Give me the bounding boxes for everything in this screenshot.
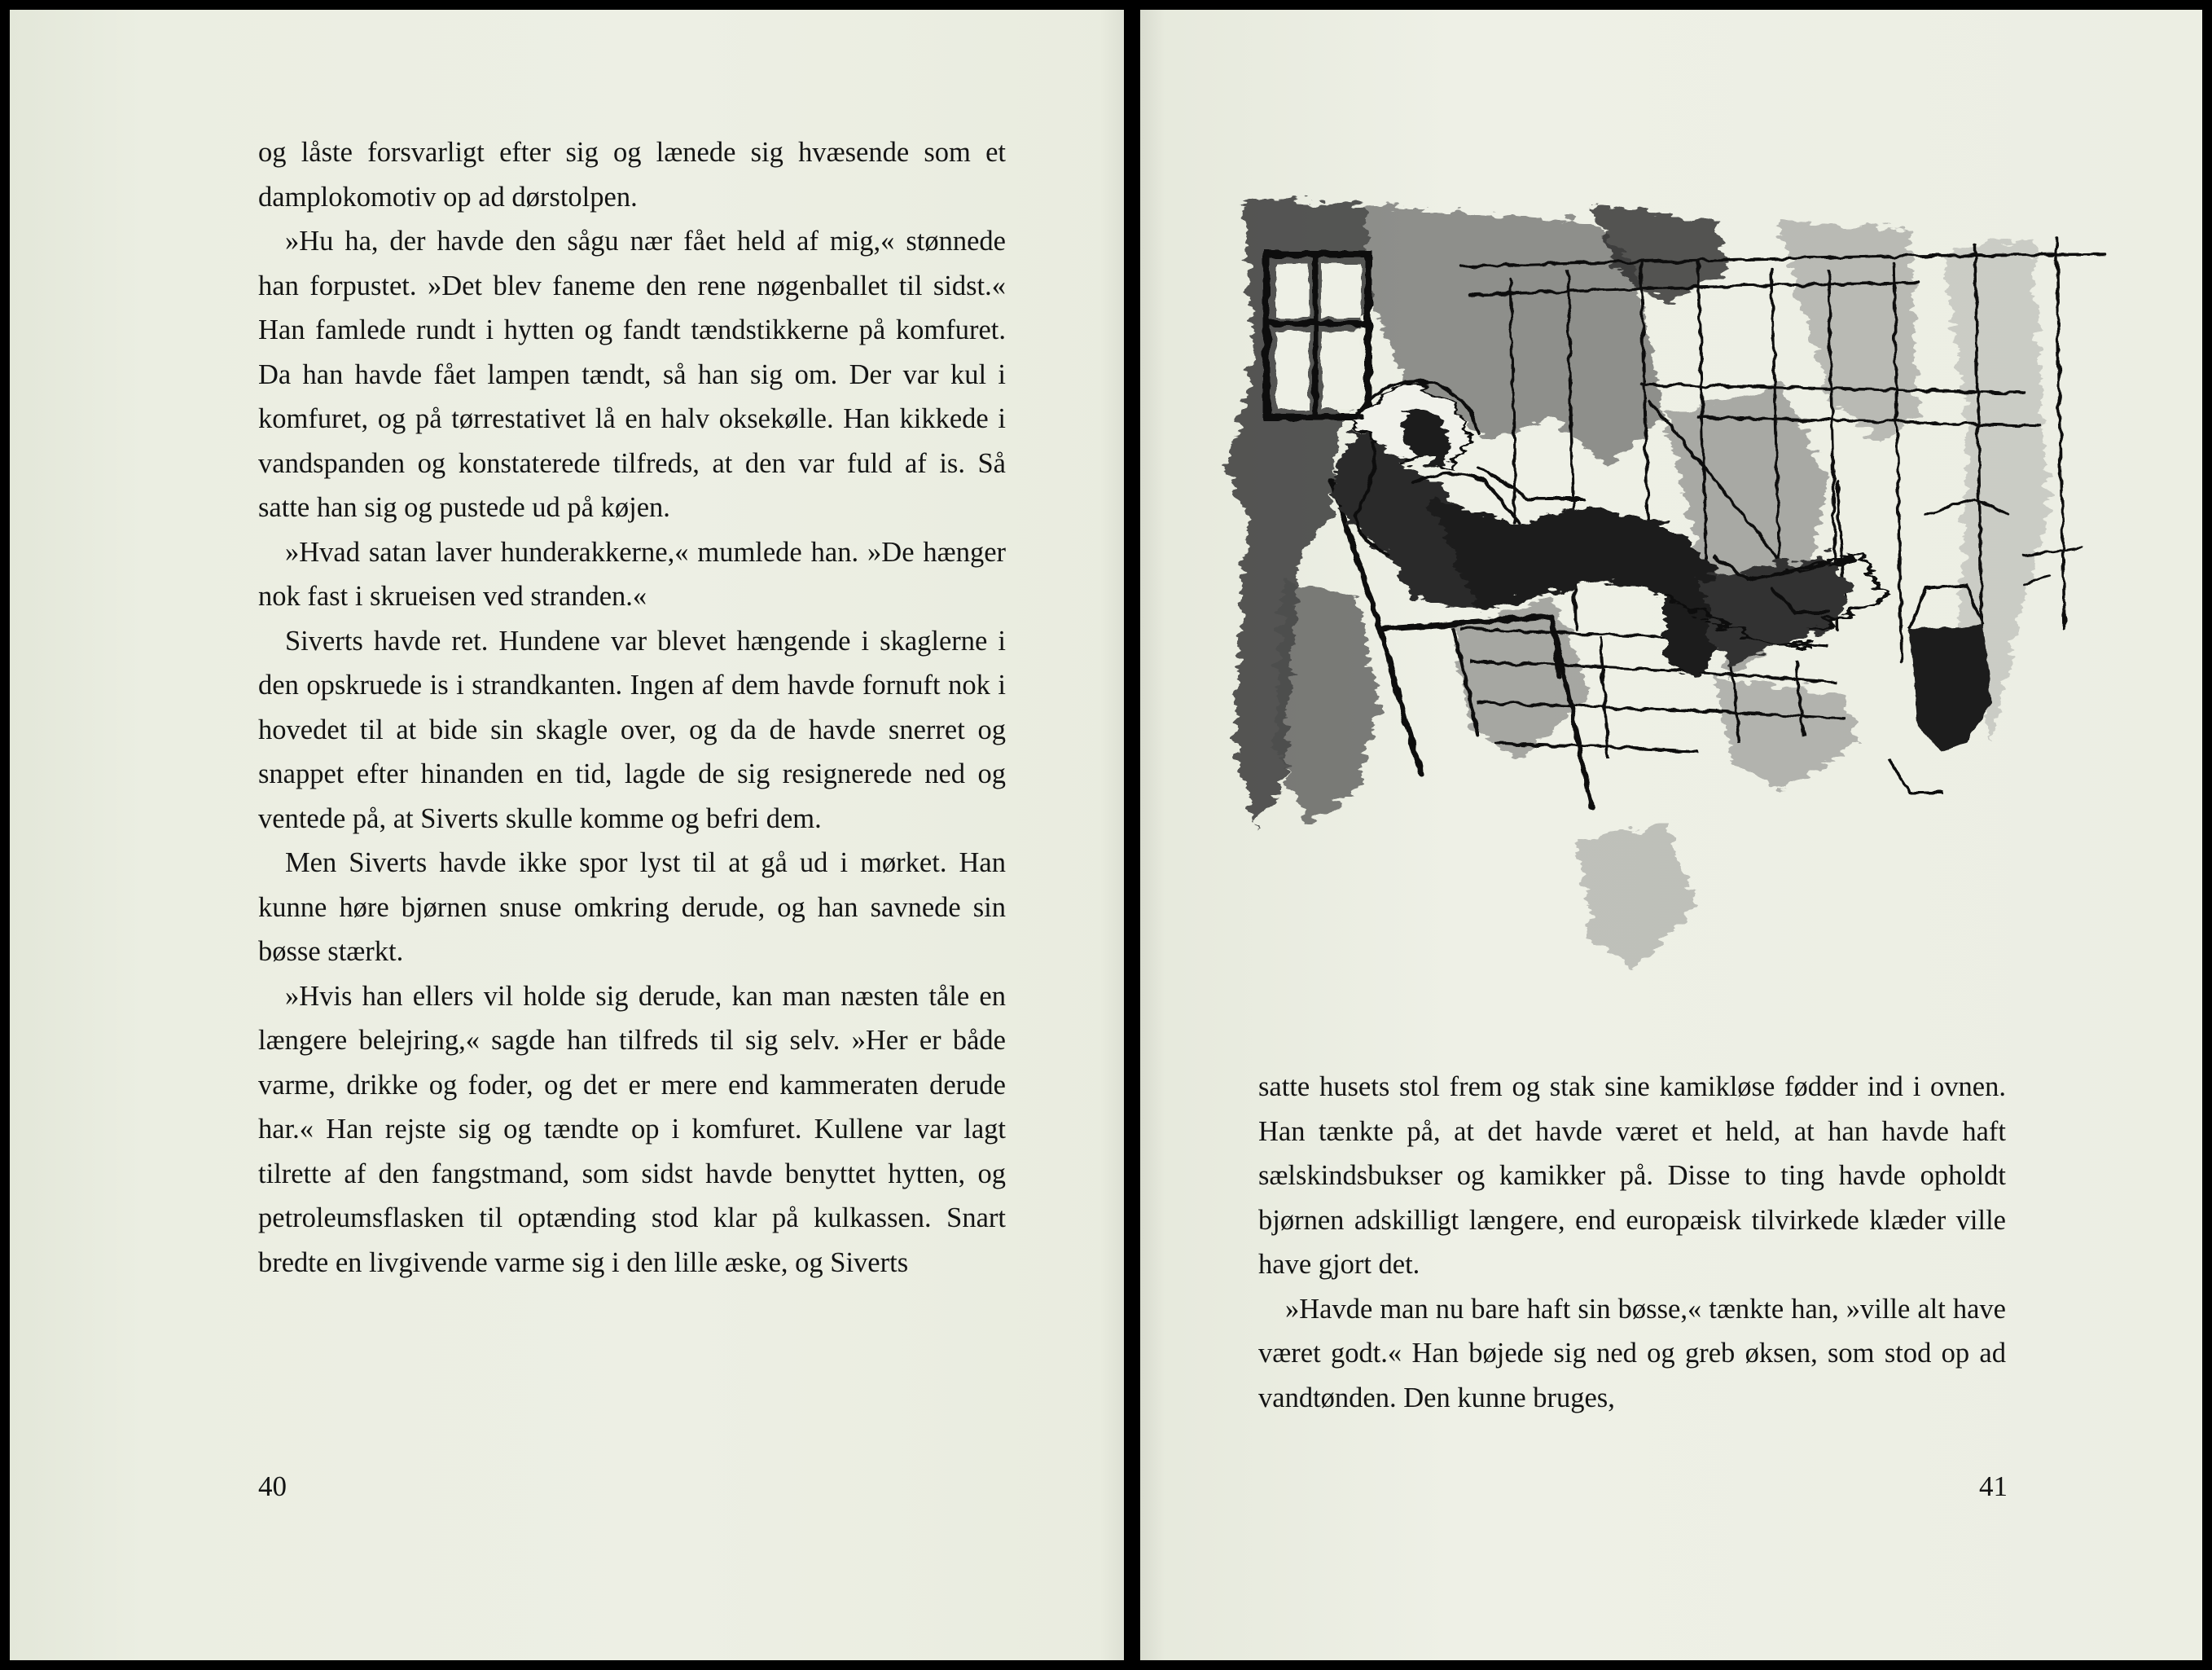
paragraph: satte husets stol frem og stak sine kamikløse fødder ind i ovnen. Han tænkte på, at det havde været et held, at han havde haft sælskindsbukser og kamikker på. Disse to ting havde opholdt bjørnen adskilligt længere, end europæisk tilvirkede klæder ville have gjort det.	[1258, 1071, 2006, 1280]
paragraph: og låste forsvarligt efter sig og lænede sig hvæsende som et damplokomotiv op ad dørstolpen.	[258, 137, 1006, 213]
page-number: 41	[1979, 1470, 2008, 1502]
ink-illustration	[1209, 173, 2146, 1024]
left-page-text	[258, 130, 1006, 1285]
gutter-shadow	[1140, 10, 1165, 1660]
window-frame	[1266, 254, 1368, 417]
right-page	[1140, 10, 2202, 1660]
paragraph: »Hvis han ellers vil holde sig derude, kan man næsten tåle en længere belejring,« sagde han tilfreds til sig selv. »Her er både varme, drikke og foder, og det er mere end kammeraten derude har.« Han rejste sig og tændte op i komfuret. Kullene var lagt tilrette af den fangstmand, som sidst havde benyttet hytten, og petroleumsflasken til optænding stod klar på kulkassen. Snart bredte en livgivende varme sig i den lille æske, og Siverts	[258, 980, 1006, 1278]
page-number: 40	[258, 1470, 287, 1502]
paragraph: Men Siverts havde ikke spor lyst til at gå ud i mørket. Han kunne høre bjørnen snuse omkring derude, og han savnede sin bøsse stærkt.	[258, 847, 1006, 967]
gutter-shadow	[1099, 10, 1124, 1660]
paragraph: »Hu ha, der havde den sågu nær fået held af mig,« stønnede han forpustet. »Det blev faneme den rene nøgenballet til sidst.« Han famlede rundt i hytten og fandt tændstikkerne på komfuret. Da han havde fået lampen tændt, så han sig om. Der var kul i komfuret, og på tørrestativet lå en halv oksekølle. Han kikkede i vandspanden og konstaterede tilfreds, at den var fuld af is. Så satte han sig og pustede ud på køjen.	[258, 226, 1006, 523]
left-page	[10, 10, 1124, 1660]
right-page-text	[1258, 1065, 2006, 1420]
paragraph: »Hvad satan laver hunderakkerne,« mumlede han. »De hænger nok fast i skrueisen ved stranden.«	[258, 536, 1006, 612]
paragraph: Siverts havde ret. Hundene var blevet hængende i skaglerne i den opskruede is i strandkanten. Ingen af dem havde fornuft nok i hovedet til at bide sin skagle over, og da de havde snerret og snappet efter hinanden en tid, lagde de sig resignerede ned og ventede på, at Siverts skulle komme og befri dem.	[258, 625, 1006, 834]
paragraph: »Havde man nu bare haft sin bøsse,« tænkte han, »ville alt have været godt.« Han bøjede sig ned og greb øksen, som stod op ad vandtønden. Den kunne bruges,	[1258, 1293, 2006, 1413]
